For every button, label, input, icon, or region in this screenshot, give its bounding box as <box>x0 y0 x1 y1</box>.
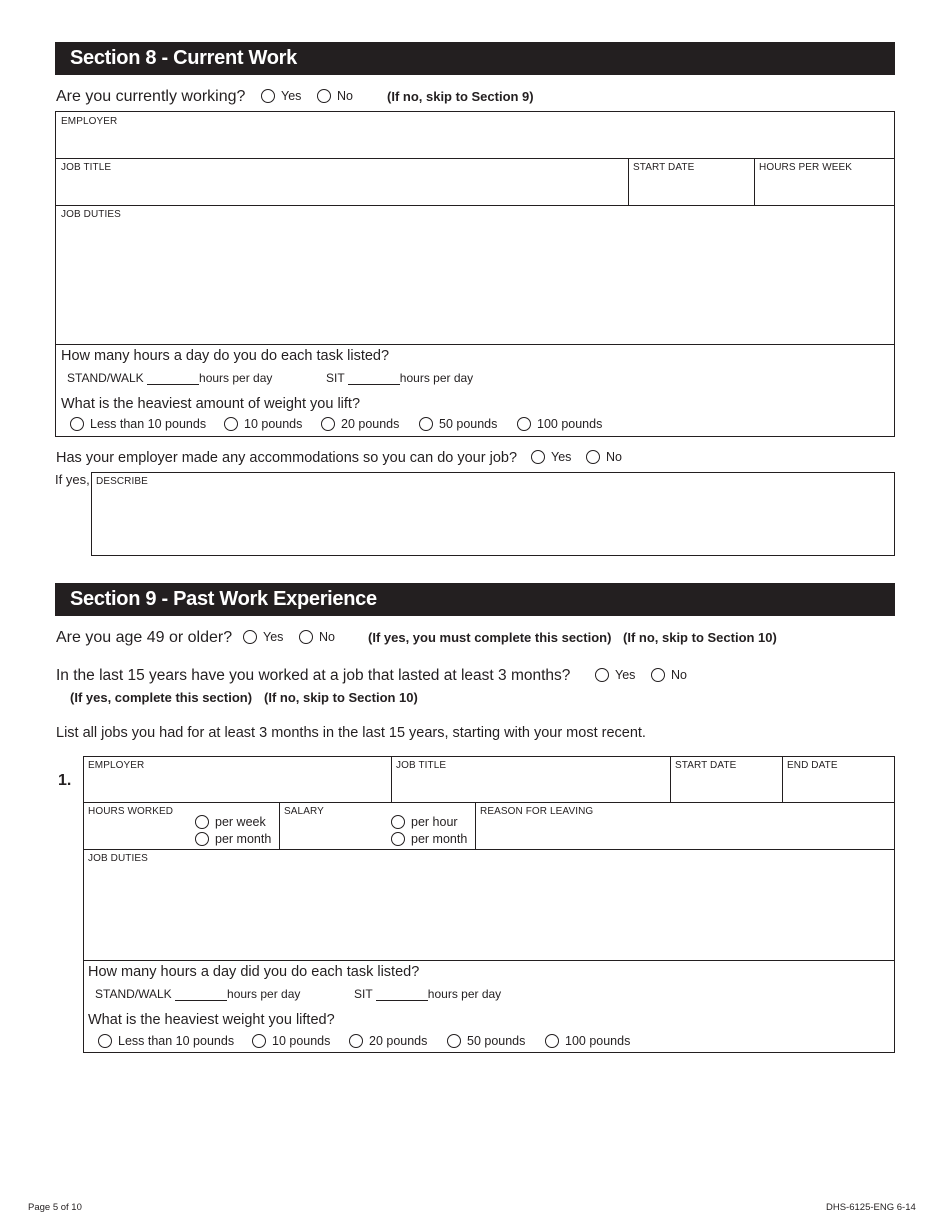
radio-circle-icon[interactable] <box>531 450 545 464</box>
past-end-date-field[interactable]: END DATE <box>787 760 838 771</box>
past-weight-10-radio[interactable]: 10 pounds <box>252 1034 330 1048</box>
job15-yes-radio[interactable]: Yes <box>595 668 635 682</box>
age-yes-radio[interactable]: Yes <box>243 630 283 644</box>
radio-circle-icon[interactable] <box>545 1034 559 1048</box>
radio-circle-icon[interactable] <box>586 450 600 464</box>
start-date-field[interactable]: START DATE <box>633 162 695 173</box>
age-yes-note: (If yes, you must complete this section) <box>368 630 612 645</box>
age-question: Are you age 49 or older? <box>56 629 233 646</box>
accommodation-question: Has your employer made any accommodations so you can do your job? <box>56 450 518 466</box>
past-weight-20-radio[interactable]: 20 pounds <box>349 1034 427 1048</box>
divider <box>782 756 783 802</box>
skip-to-section-9-note: (If no, skip to Section 9) <box>387 89 534 104</box>
stand-walk-row: STAND/WALK hours per day <box>67 371 273 385</box>
past-weight-less-than-10-radio[interactable]: Less than 10 pounds <box>98 1034 234 1048</box>
radio-circle-icon[interactable] <box>391 815 405 829</box>
divider <box>55 344 895 345</box>
section-8-header: Section 8 - Current Work <box>55 42 895 75</box>
past-job-title-field[interactable]: JOB TITLE <box>396 760 447 771</box>
radio-circle-icon[interactable] <box>70 417 84 431</box>
radio-circle-icon[interactable] <box>224 417 238 431</box>
past-weight-100-radio[interactable]: 100 pounds <box>545 1034 630 1048</box>
divider <box>628 158 629 205</box>
describe-box[interactable] <box>91 472 895 556</box>
list-jobs-instruction: List all jobs you had for at least 3 months in the last 15 years, starting with your most recent. <box>56 725 646 741</box>
radio-circle-icon[interactable] <box>419 417 433 431</box>
weight-100-radio[interactable]: 100 pounds <box>517 417 602 431</box>
per-hour-radio[interactable]: per hour <box>391 815 458 829</box>
salary-field[interactable]: SALARY <box>284 806 324 817</box>
past-sit-hours-input[interactable] <box>376 989 428 1001</box>
weight-less-than-10-radio[interactable]: Less than 10 pounds <box>70 417 206 431</box>
stand-walk-hours-input[interactable] <box>147 373 199 385</box>
job15-yes-note: (If yes, complete this section) <box>70 690 253 705</box>
age-no-radio[interactable]: No <box>299 630 335 644</box>
divider <box>55 158 895 159</box>
past-weight-question: What is the heaviest weight you lifted? <box>88 1012 335 1028</box>
form-id: DHS-6125-ENG 6-14 <box>826 1202 916 1213</box>
radio-circle-icon[interactable] <box>651 668 665 682</box>
job-number: 1. <box>58 772 72 789</box>
divider <box>754 158 755 205</box>
weight-50-radio[interactable]: 50 pounds <box>419 417 497 431</box>
radio-circle-icon[interactable] <box>391 832 405 846</box>
accommodation-no-radio[interactable]: No <box>586 450 622 464</box>
weight-question: What is the heaviest amount of weight you lift? <box>61 396 361 412</box>
radio-circle-icon[interactable] <box>252 1034 266 1048</box>
radio-circle-icon[interactable] <box>261 89 275 103</box>
current-work-table <box>55 111 895 437</box>
past-stand-walk-row: STAND/WALK hours per day <box>95 987 301 1001</box>
section-9-header: Section 9 - Past Work Experience <box>55 583 895 616</box>
job-duties-field[interactable]: JOB DUTIES <box>61 209 121 220</box>
divider <box>83 960 895 961</box>
past-employer-field[interactable]: EMPLOYER <box>88 760 145 771</box>
radio-circle-icon[interactable] <box>447 1034 461 1048</box>
divider <box>83 802 895 803</box>
per-week-radio[interactable]: per week <box>195 815 266 829</box>
divider <box>279 802 280 849</box>
describe-label: DESCRIBE <box>96 476 148 487</box>
past-hours-question: How many hours a day did you do each task listed? <box>88 964 420 980</box>
past-weight-50-radio[interactable]: 50 pounds <box>447 1034 525 1048</box>
job-title-field[interactable]: JOB TITLE <box>61 162 112 173</box>
radio-circle-icon[interactable] <box>299 630 313 644</box>
salary-per-month-radio[interactable]: per month <box>391 832 467 846</box>
working-yes-radio[interactable]: Yes <box>261 89 301 103</box>
page-number: Page 5 of 10 <box>28 1202 82 1213</box>
age-no-note: (If no, skip to Section 10) <box>623 630 777 645</box>
job-15-years-question: In the last 15 years have you worked at a job that lasted at least 3 months? <box>56 667 571 684</box>
job15-no-radio[interactable]: No <box>651 668 687 682</box>
divider <box>670 756 671 802</box>
past-work-table <box>83 756 895 1053</box>
radio-circle-icon[interactable] <box>321 417 335 431</box>
sit-row: SIT hours per day <box>326 371 474 385</box>
currently-working-question: Are you currently working? <box>56 88 246 105</box>
past-start-date-field[interactable]: START DATE <box>675 760 737 771</box>
radio-circle-icon[interactable] <box>98 1034 112 1048</box>
divider <box>83 849 895 850</box>
sit-hours-input[interactable] <box>348 373 400 385</box>
accommodation-yes-radio[interactable]: Yes <box>531 450 571 464</box>
radio-circle-icon[interactable] <box>195 832 209 846</box>
hours-per-month-radio[interactable]: per month <box>195 832 271 846</box>
past-sit-row: SIT hours per day <box>354 987 502 1001</box>
radio-circle-icon[interactable] <box>195 815 209 829</box>
radio-circle-icon[interactable] <box>349 1034 363 1048</box>
reason-for-leaving-field[interactable]: REASON FOR LEAVING <box>480 806 594 817</box>
radio-circle-icon[interactable] <box>595 668 609 682</box>
hours-per-week-field[interactable]: HOURS PER WEEK <box>759 162 853 173</box>
divider <box>475 802 476 849</box>
past-job-duties-field[interactable]: JOB DUTIES <box>88 853 148 864</box>
hours-question: How many hours a day do you do each task listed? <box>61 348 390 364</box>
employer-field[interactable]: EMPLOYER <box>61 116 118 127</box>
weight-10-radio[interactable]: 10 pounds <box>224 417 302 431</box>
radio-circle-icon[interactable] <box>517 417 531 431</box>
divider <box>391 756 392 802</box>
past-stand-walk-hours-input[interactable] <box>175 989 227 1001</box>
weight-20-radio[interactable]: 20 pounds <box>321 417 399 431</box>
job15-no-note: (If no, skip to Section 10) <box>264 690 418 705</box>
if-yes-label: If yes, <box>55 472 90 487</box>
radio-circle-icon[interactable] <box>317 89 331 103</box>
hours-worked-field[interactable]: HOURS WORKED <box>88 806 174 817</box>
radio-circle-icon[interactable] <box>243 630 257 644</box>
divider <box>55 205 895 206</box>
working-no-radio[interactable]: No <box>317 89 353 103</box>
